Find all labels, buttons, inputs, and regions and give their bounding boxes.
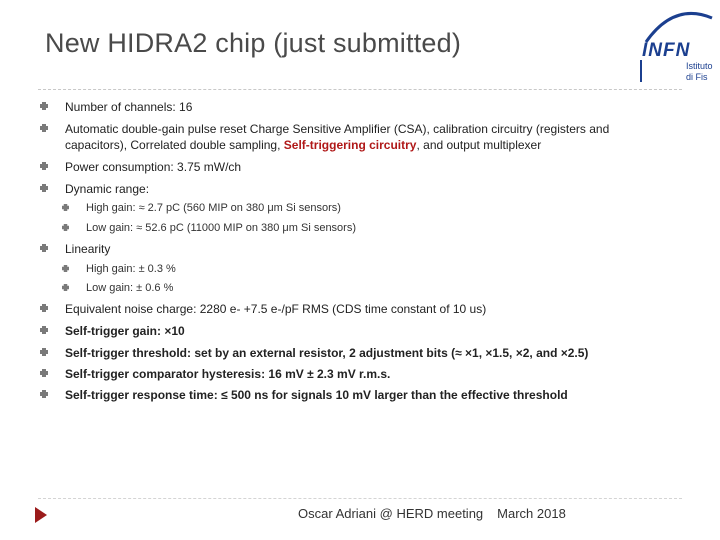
bullet-icon	[40, 102, 48, 110]
logo-subtitle-line1: Istituto	[686, 61, 713, 71]
title-divider	[38, 89, 682, 90]
logo-arc-icon	[644, 8, 714, 44]
bullet-icon	[40, 348, 48, 356]
logo-subtitle-line2: di Fis	[686, 72, 708, 82]
bullet-icon	[40, 124, 48, 132]
infn-logo	[632, 6, 716, 86]
bullet-amplifier-tail: , and output multiplexer	[416, 138, 542, 152]
logo-wordmark: INFN	[642, 40, 691, 61]
footer-author: Oscar Adriani @ HERD meeting	[298, 506, 484, 521]
slide-title: New HIDRA2 chip (just submitted)	[45, 28, 462, 58]
bullet-icon	[40, 304, 48, 312]
logo-divider	[640, 60, 642, 82]
sub-bullet-icon	[62, 204, 69, 211]
bullet-icon	[40, 162, 48, 170]
bullet-amplifier-text: Automatic double-gain pulse reset Charge Sensitive Amplifier (CSA), calibration circuitry (registers and capacitors), Correlated double sampling,	[65, 122, 610, 152]
footer-date: March 2018	[497, 506, 566, 521]
next-slide-arrow-icon[interactable]	[35, 507, 47, 523]
bullet-icon	[40, 369, 48, 377]
bullet-icon	[40, 326, 48, 334]
bullet-icon	[40, 244, 48, 252]
bullet-icon	[40, 184, 48, 192]
sub-bullet-icon	[62, 265, 69, 272]
footer-divider	[38, 498, 682, 499]
sub-bullet-icon	[62, 284, 69, 291]
footer	[298, 506, 566, 521]
sub-bullet-icon	[62, 224, 69, 231]
self-triggering-highlight: Self-triggering circuitry	[283, 138, 417, 152]
bullet-icon	[40, 390, 48, 398]
